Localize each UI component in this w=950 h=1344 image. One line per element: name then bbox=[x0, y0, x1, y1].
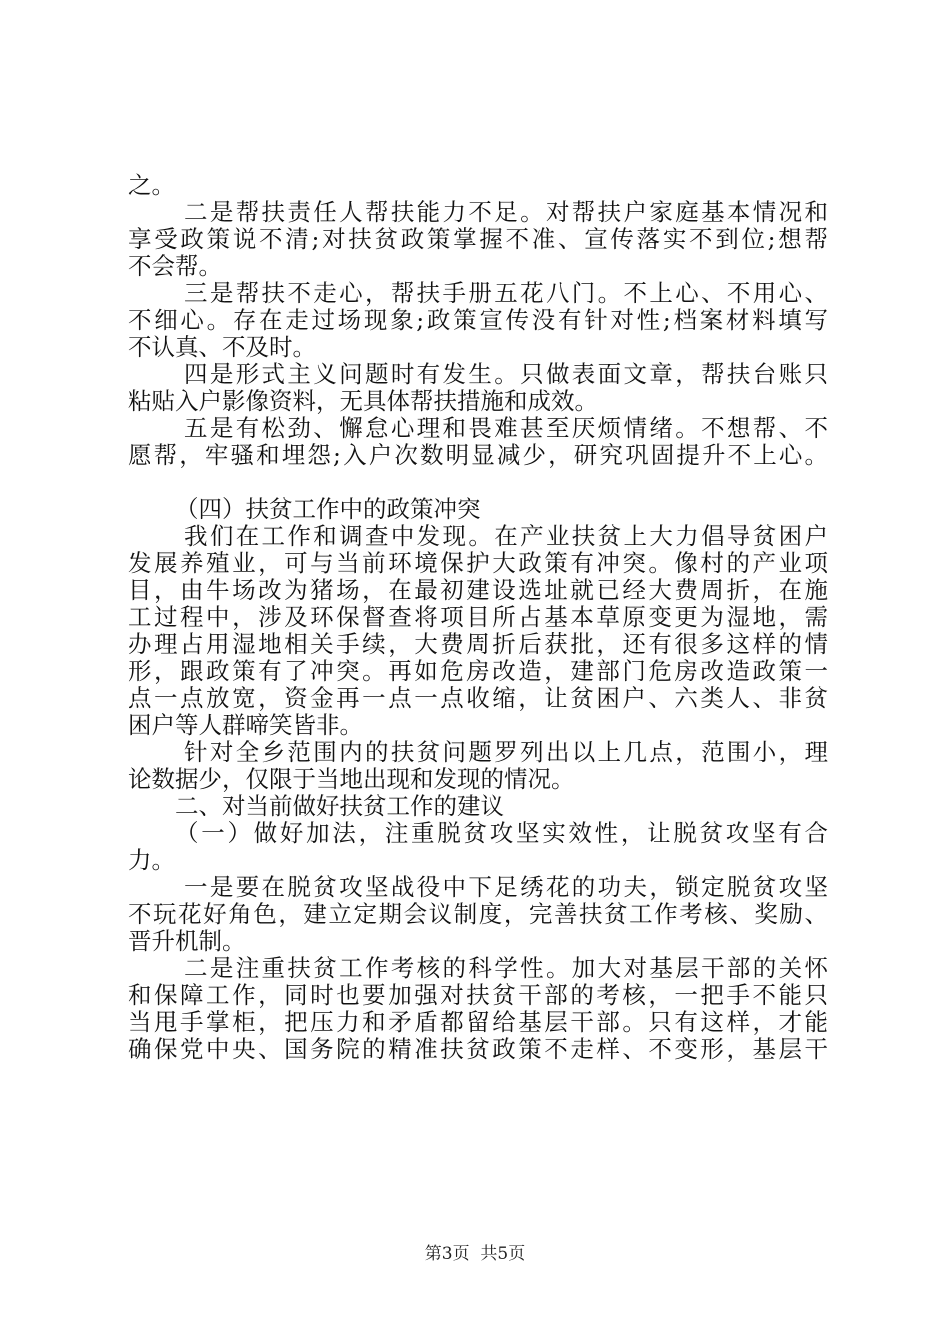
section-heading: 二、对当前做好扶贫工作的建议 bbox=[175, 793, 504, 820]
section-heading: （四）扶贫工作中的政策冲突 bbox=[175, 496, 481, 523]
subsection-heading: （一）做好加法，注重脱贫攻坚实效性，让脱贫攻坚有合 bbox=[175, 820, 828, 847]
page-number-footer: 第3页 共5页 bbox=[424, 1244, 526, 1264]
paragraph-first-line: 一是要在脱贫攻坚战役中下足绣花的功夫，锁定脱贫攻坚 bbox=[184, 874, 828, 901]
text-line: 确保党中央、国务院的精准扶贫政策不走样、不变形，基层干 bbox=[128, 1036, 828, 1063]
text-line: 不认真、不及时。 bbox=[128, 334, 316, 361]
paragraph-first-line: 三是帮扶不走心，帮扶手册五花八门。不上心、不用心、 bbox=[184, 280, 828, 307]
text-line: 愿帮，牢骚和埋怨;入户次数明显减少，研究巩固提升不上心。 bbox=[128, 442, 828, 469]
text-line: 不会帮。 bbox=[128, 253, 222, 280]
paragraph-first-line: 针对全乡范围内的扶贫问题罗列出以上几点，范围小，理 bbox=[184, 739, 828, 766]
text-line: 力。 bbox=[128, 847, 175, 874]
text-line: 目，由牛场改为猪场，在最初建设选址就已经大费周折，在施 bbox=[128, 577, 828, 604]
text-line: 享受政策说不清;对扶贫政策掌握不准、宣传落实不到位;想帮 bbox=[128, 226, 828, 253]
text-line: 点一点放宽，资金再一点一点收缩，让贫困户、六类人、非贫 bbox=[128, 685, 828, 712]
paragraph-first-line: 四是形式主义问题时有发生。只做表面文章，帮扶台账只 bbox=[184, 361, 828, 388]
text-line: 不玩花好角色，建立定期会议制度，完善扶贫工作考核、奖励、 bbox=[128, 901, 828, 928]
text-line: 办理占用湿地相关手续，大费周折后获批，还有很多这样的情 bbox=[128, 631, 828, 658]
paragraph-first-line: 我们在工作和调查中发现。在产业扶贫上大力倡导贫困户 bbox=[184, 523, 828, 550]
document-body bbox=[128, 172, 828, 1063]
blank-line bbox=[128, 469, 828, 496]
text-line: 和保障工作，同时也要加强对扶贫干部的考核，一把手不能只 bbox=[128, 982, 828, 1009]
text-line: 发展养殖业，可与当前环境保护大政策有冲突。像村的产业项 bbox=[128, 550, 828, 577]
text-line: 晋升机制。 bbox=[128, 928, 246, 955]
text-line: 困户等人群啼笑皆非。 bbox=[128, 712, 363, 739]
text-line: 形，跟政策有了冲突。再如危房改造，建部门危房改造政策一 bbox=[128, 658, 828, 685]
text-line: 不细心。存在走过场现象;政策宣传没有针对性;档案材料填写 bbox=[128, 307, 828, 334]
text-line: 之。 bbox=[128, 172, 175, 199]
paragraph-first-line: 二是注重扶贫工作考核的科学性。加大对基层干部的关怀 bbox=[184, 955, 828, 982]
text-line: 论数据少，仅限于当地出现和发现的情况。 bbox=[128, 766, 575, 793]
text-line: 工过程中，涉及环保督查将项目所占基本草原变更为湿地，需 bbox=[128, 604, 828, 631]
text-line: 当甩手掌柜，把压力和矛盾都留给基层干部。只有这样，才能 bbox=[128, 1009, 828, 1036]
text-line: 粘贴入户影像资料，无具体帮扶措施和成效。 bbox=[128, 388, 598, 415]
paragraph-first-line: 二是帮扶责任人帮扶能力不足。对帮扶户家庭基本情况和 bbox=[184, 199, 828, 226]
paragraph-first-line: 五是有松劲、懈怠心理和畏难甚至厌烦情绪。不想帮、不 bbox=[184, 415, 828, 442]
